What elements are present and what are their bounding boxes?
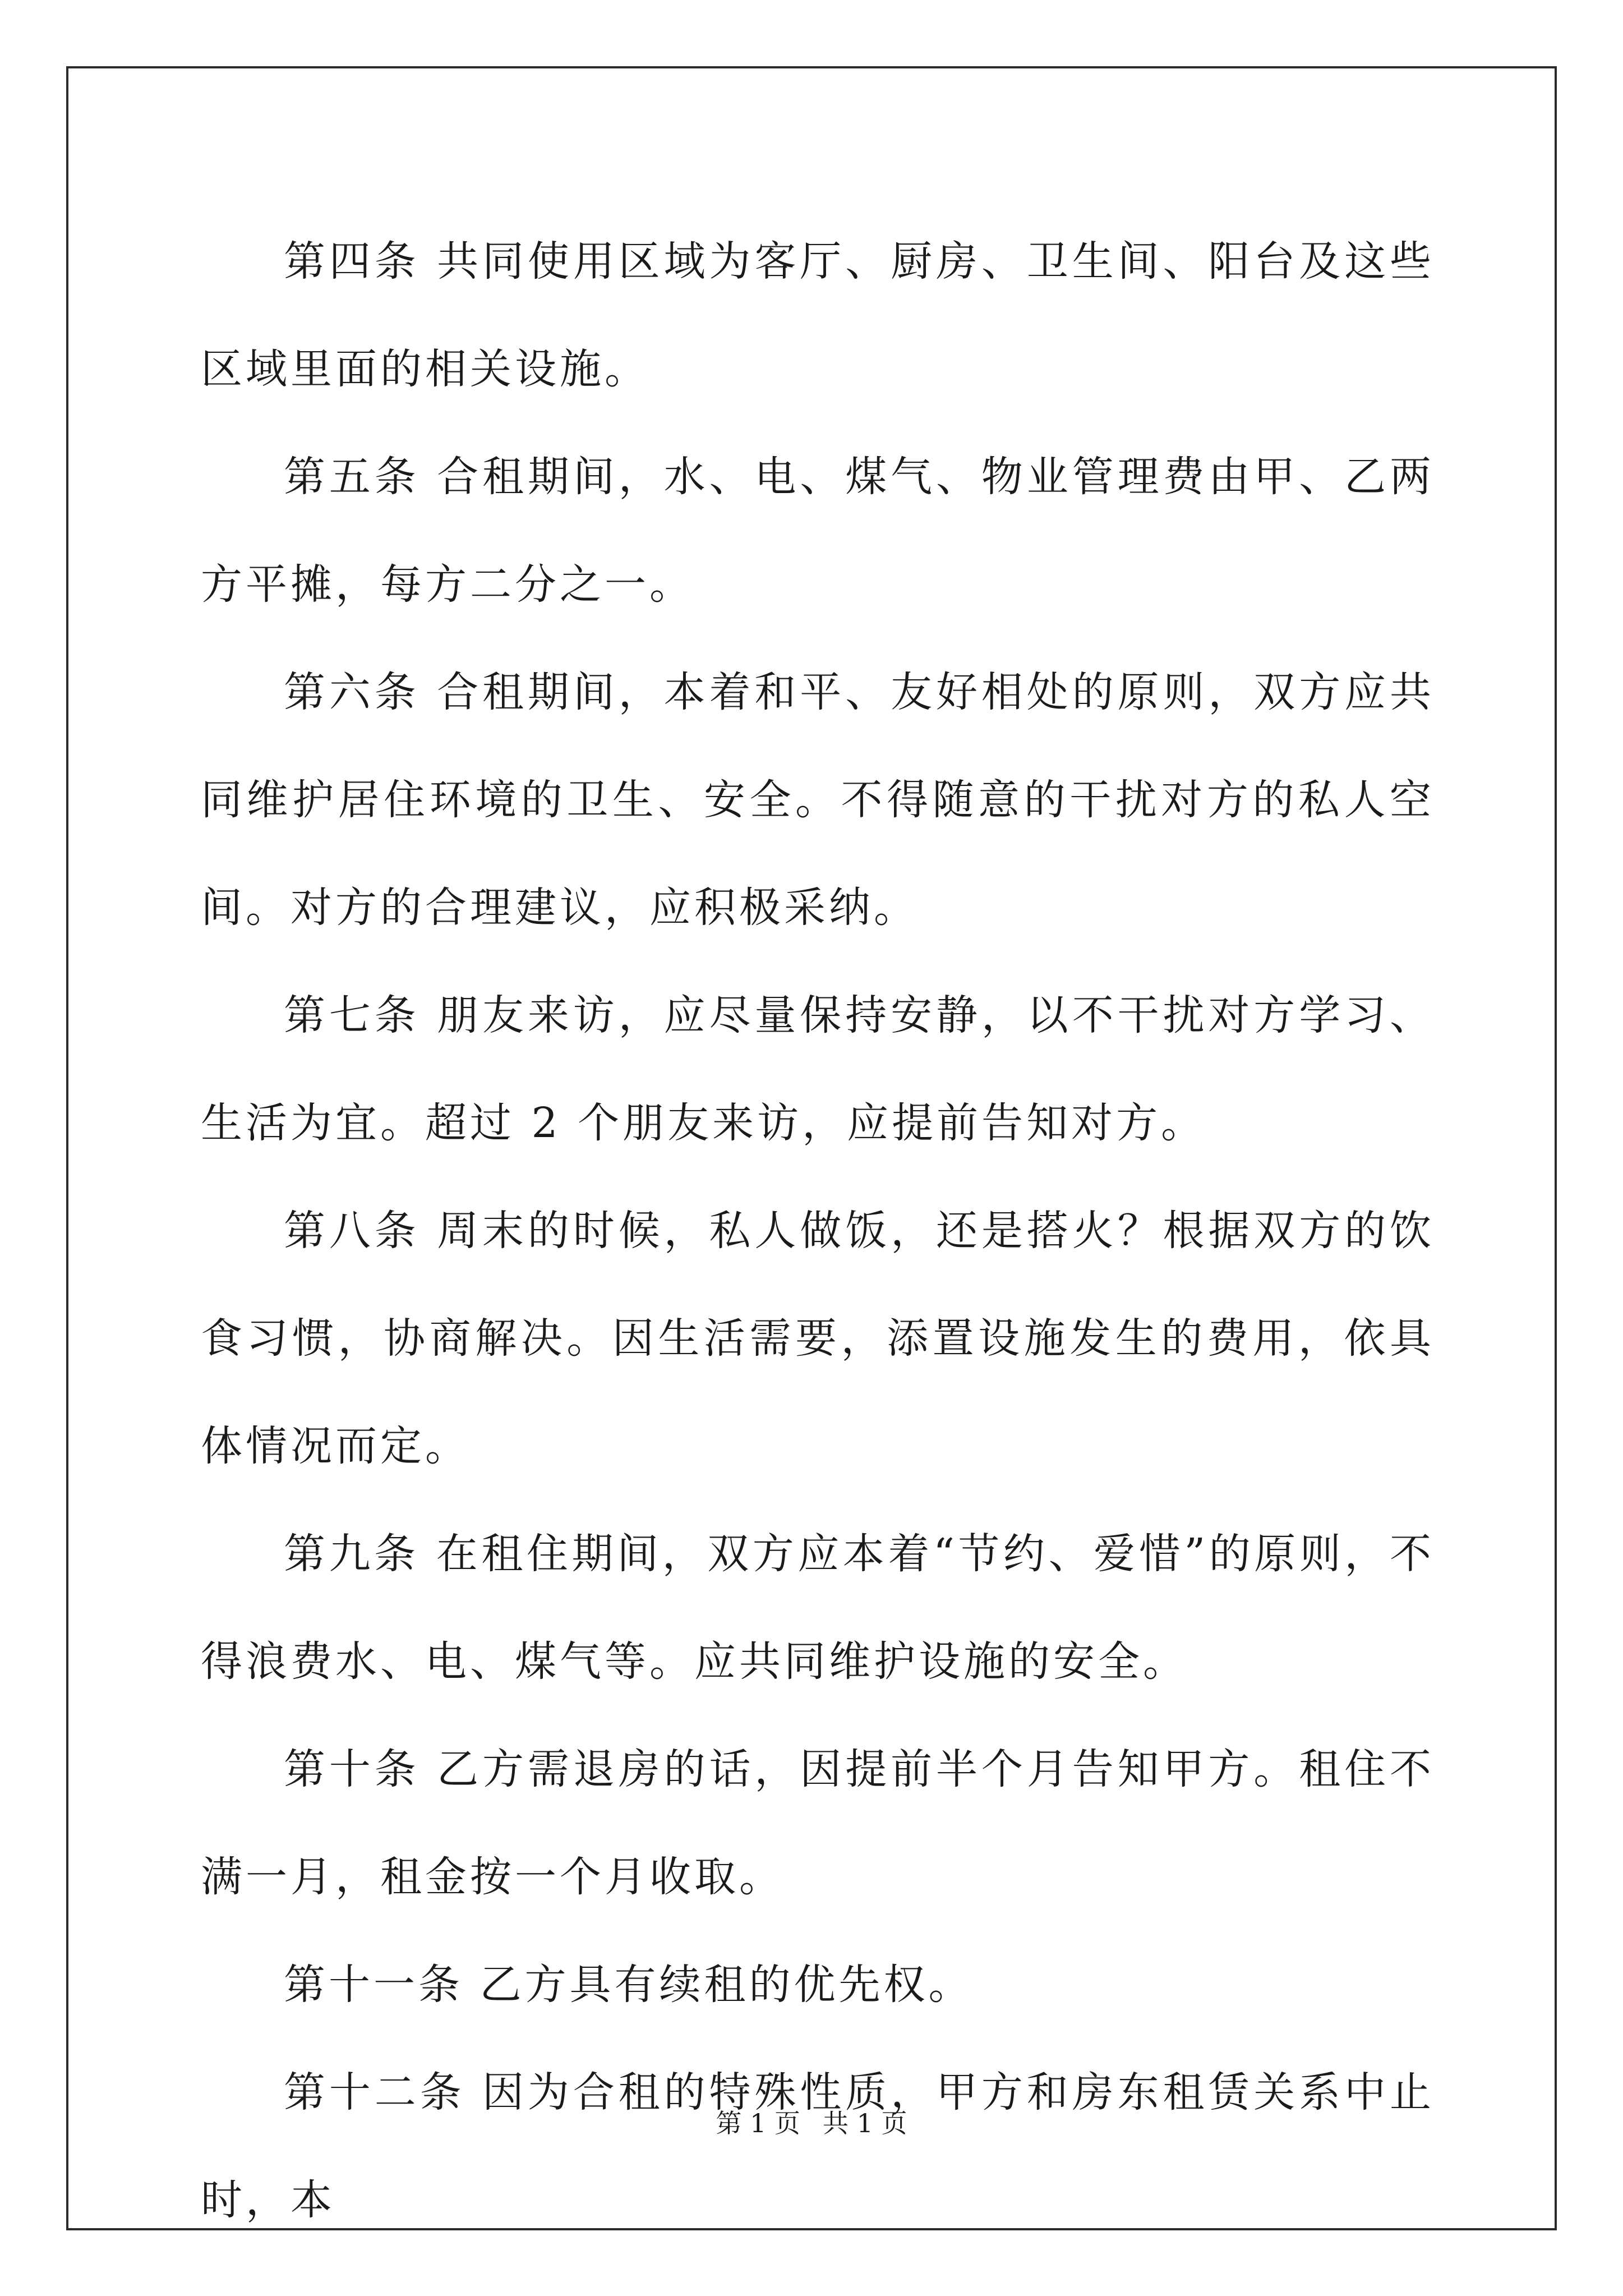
- paragraph-article-10: 第十条 乙方需退房的话，因提前半个月告知甲方。租住不满一月，租金按一个月收取。: [201, 1745, 1435, 1901]
- page-footer: [0, 2106, 1623, 2140]
- paragraph-article-7: 第七条 朋友来访，应尽量保持安静，以不干扰对方学习、生活为宜。超过 2 个朋友来访，应提前告知对方。: [201, 991, 1435, 1147]
- paragraph-article-9: 第九条 在租住期间，双方应本着“节约、爱惜”的原则，不得浪费水、电、煤气等。应共同维护设施的安全。: [201, 1530, 1435, 1686]
- page-total: 共 1 页: [823, 2108, 907, 2138]
- paragraph-article-8: 第八条 周末的时候，私人做饭，还是搭火？根据双方的饮食习惯，协商解决。因生活需要，添置设施发生的费用，依具体情况而定。: [201, 1207, 1435, 1470]
- page-number: 第 1 页: [716, 2108, 800, 2138]
- document-body: [201, 208, 1435, 2254]
- paragraph-article-5: 第五条 合租期间，水、电、煤气、物业管理费由甲、乙两方平摊，每方二分之一。: [201, 453, 1435, 609]
- paragraph-article-4: 第四条 共同使用区域为客厅、厨房、卫生间、阳台及这些区域里面的相关设施。: [201, 237, 1435, 393]
- paragraph-article-11: 第十一条 乙方具有续租的优先权。: [284, 1961, 974, 2009]
- paragraph-article-12: 第十二条 因为合租的特殊性质，甲方和房东租赁关系中止时，本: [201, 2068, 1435, 2224]
- paragraph-article-6: 第六条 合租期间，本着和平、友好相处的原则，双方应共同维护居住环境的卫生、安全。不得随意的干扰对方的私人空间。对方的合理建议，应积极采纳。: [201, 668, 1435, 932]
